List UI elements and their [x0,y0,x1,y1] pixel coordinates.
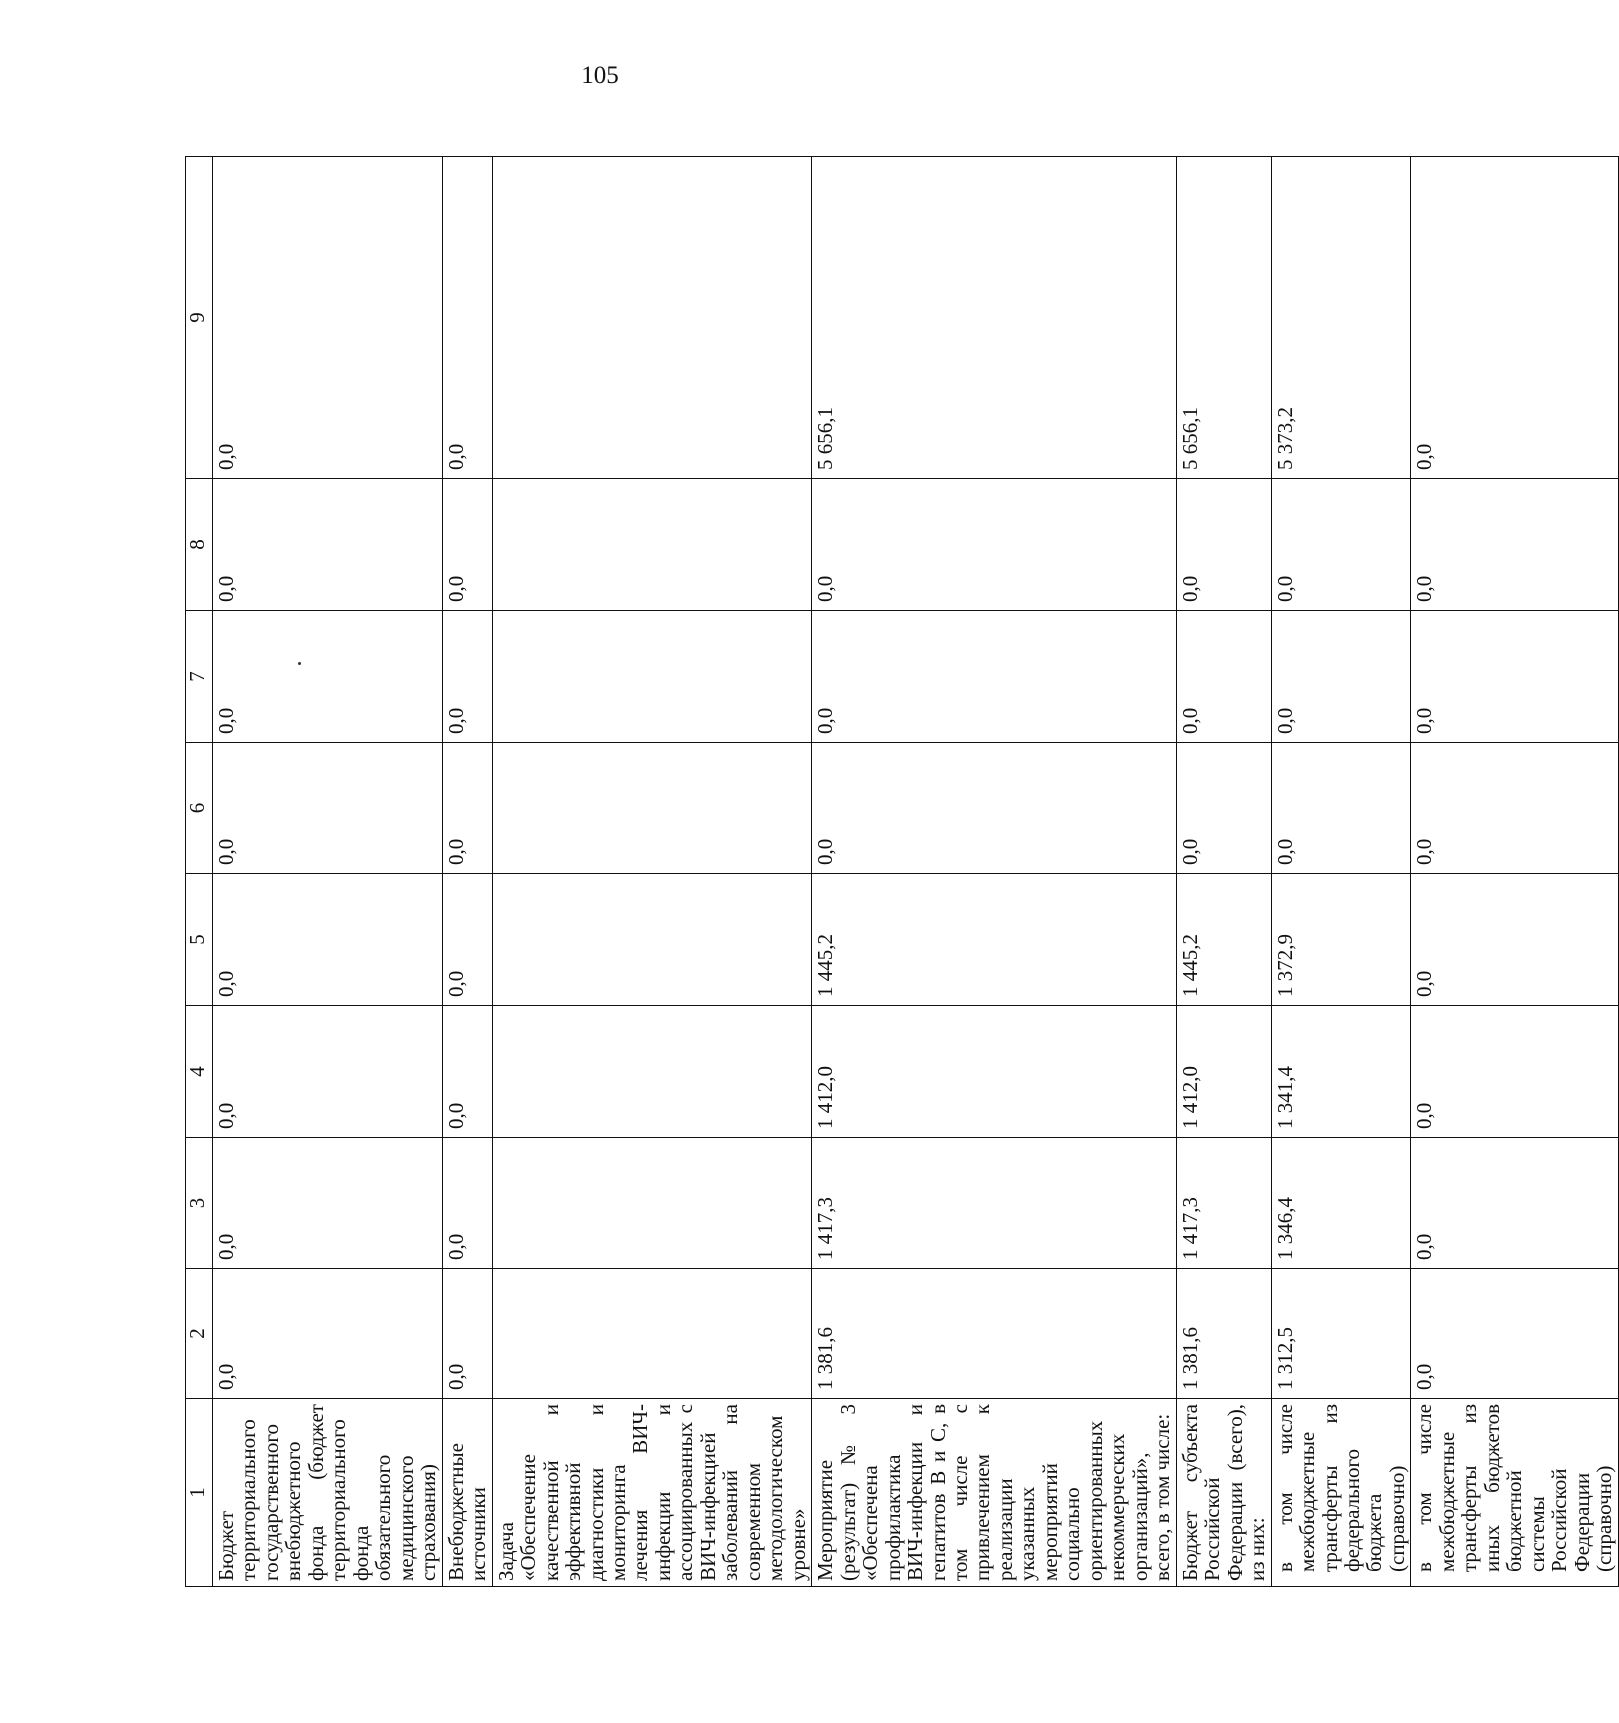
table-cell: 1 381,6 [1176,1269,1271,1399]
table-cell [492,874,812,1006]
table-cell: 1 346,4 [1271,1138,1411,1269]
table-cell: 1 412,0 [1176,1006,1271,1138]
column-header: 4 [186,1006,213,1138]
table-cell: 0,0 [1271,743,1411,874]
table-cell: 5 373,2 [1271,157,1411,479]
table-cell [492,1006,812,1138]
table-cell: 0,0 [1411,874,1618,1006]
table-cell: 0,0 [1271,479,1411,611]
table-cell: 0,0 [1411,1006,1618,1138]
table-cell: 0,0 [1271,611,1411,743]
table-cell: 0,0 [1411,611,1618,743]
row-label: Внебюджетные источники [442,1399,492,1587]
table-cell [492,1138,812,1269]
table-cell [492,157,812,479]
row-label: в том числе межбюджетные трансферты из иных бюджетов бюджетной системы Российской Федерации (справочно) [1411,1399,1618,1587]
table-cell: 1 445,2 [1176,874,1271,1006]
table-cell: 0,0 [213,157,443,479]
table-cell: 5 656,1 [1176,157,1271,479]
table-cell: 0,0 [213,479,443,611]
table-header-row [186,157,213,1587]
table-row [213,157,443,1587]
table-row [492,157,812,1587]
table-cell: 0,0 [213,611,443,743]
rotated-table-container [185,157,1617,1587]
row-label: Бюджет территориального государственного внебюджетного фонда (бюджет территориального фонда обязательного медицинского страхования) [213,1399,443,1587]
row-label: в том числе межбюджетные трансферты из федерального бюджета (справочно) [1271,1399,1411,1587]
table-cell: 0,0 [442,743,492,874]
table-cell: 0,0 [213,743,443,874]
table-cell: 0,0 [812,479,1177,611]
table-cell: 1 381,6 [812,1269,1177,1399]
column-header: 5 [186,874,213,1006]
page-number: 105 [581,62,619,89]
table-cell: 1 412,0 [812,1006,1177,1138]
table-cell: 0,0 [442,1006,492,1138]
table-cell: 0,0 [213,874,443,1006]
table-cell: 0,0 [812,743,1177,874]
table-cell [492,611,812,743]
table-cell: 0,0 [1411,157,1618,479]
row-label: Мероприятие (результат) № 3 «Обеспечена профилактика ВИЧ-инфекции и гепатитов В и С, в том числе с привлечением к реализации указанных мероприятий социально ориентированных некоммерческих организаций», всего, в том числе: [812,1399,1177,1587]
table-cell: 0,0 [812,611,1177,743]
table-cell: 0,0 [213,1006,443,1138]
row-label: Задача «Обеспечение качественной и эффективной диагностики и мониторинга лечения ВИЧ-инфекции и ассоциированных с ВИЧ-инфекцией заболеваний на современном методологическом уровне» [492,1399,812,1587]
table-cell: 0,0 [1411,1138,1618,1269]
table-cell: 0,0 [442,1269,492,1399]
column-header: 6 [186,743,213,874]
table-cell: 1 417,3 [1176,1138,1271,1269]
column-header: 9 [186,157,213,479]
table-cell: 0,0 [442,157,492,479]
table-cell: 0,0 [442,874,492,1006]
table-cell: 0,0 [442,479,492,611]
table-cell: 1 312,5 [1271,1269,1411,1399]
table-cell [492,743,812,874]
table-cell: 0,0 [442,611,492,743]
table-cell: 5 656,1 [812,157,1177,479]
table-cell: 0,0 [1411,1269,1618,1399]
table-row [1176,157,1271,1587]
table-row [812,157,1177,1587]
table-cell: 1 341,4 [1271,1006,1411,1138]
table-cell: 0,0 [213,1269,443,1399]
budget-table [185,156,1619,1587]
column-header: 1 [186,1399,213,1587]
table-cell: 0,0 [213,1138,443,1269]
table-cell: 0,0 [1176,479,1271,611]
column-header: 3 [186,1138,213,1269]
table-cell: 1 417,3 [812,1138,1177,1269]
column-header: 7 [186,611,213,743]
table-cell [492,479,812,611]
column-header: 2 [186,1269,213,1399]
table-cell: 0,0 [1411,743,1618,874]
row-label: Бюджет субъекта Российской Федерации (всего), из них: [1176,1399,1271,1587]
table-cell: 1 445,2 [812,874,1177,1006]
table-cell: 0,0 [1176,743,1271,874]
table-cell: 0,0 [1411,479,1618,611]
table-cell [492,1269,812,1399]
table-cell: 0,0 [442,1138,492,1269]
table-row [1271,157,1411,1587]
table-cell: 1 372,9 [1271,874,1411,1006]
table-cell: 0,0 [1176,611,1271,743]
table-row [442,157,492,1587]
column-header: 8 [186,479,213,611]
table-row [1411,157,1618,1587]
